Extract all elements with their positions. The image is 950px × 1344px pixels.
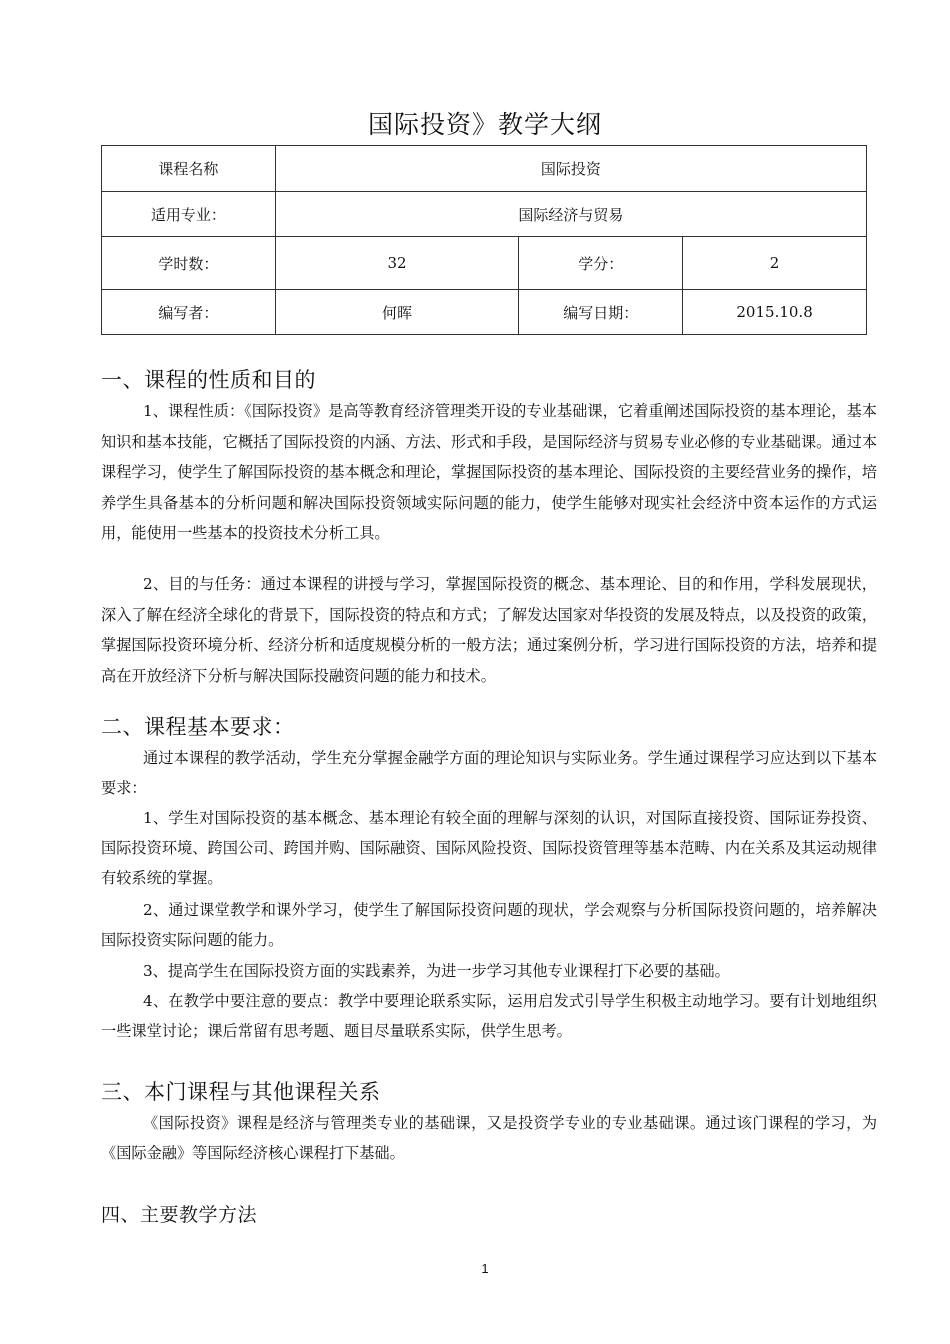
section2-item1: 1、学生对国际投资的基本概念、基本理论有较全面的理解与深刻的认识，对国际直接投资、国际证券投资、国际投资环境、跨国公司、跨国并购、国际融资、国际风险投资、国际投资管理等基本范畴、内在关系及其运动规律有较系统的掌握。 [101,809,877,887]
section2-item2: 2、通过课堂教学和课外学习，使学生了解国际投资问题的现状，学会观察与分析国际投资问题的，培养解决国际投资实际问题的能力。 [101,901,877,949]
section3-para: 《国际投资》课程是经济与管理类专业的基础课，又是投资学专业的专业基础课。通过该门课程的学习，为《国际金融》等国际经济核心课程打下基础。 [101,1114,877,1162]
course-name-label: 课程名称 [102,146,276,192]
author-label: 编写者： [102,290,276,335]
page-number: 1 [481,1261,489,1276]
course-name-value: 国际投资 [275,146,866,192]
section2-intro: 通过本课程的教学活动，学生充分掌握金融学方面的理论知识与实际业务。学生通过课程学习应达到以下基本要求： [101,749,877,797]
document-title: 国际投资》教学大纲 [367,110,602,139]
section1-para1: 1、课程性质：《国际投资》是高等教育经济管理类开设的专业基础课，它着重阐述国际投资的基本理论，基本知识和基本技能，它概括了国际投资的内涵、方法、形式和手段，是国际经济与贸易专业必修的专业基础课。通过本课程学习，使学生了解国际投资的基本概念和理论，掌握国际投资的基本理论、国际投资的主要经营业务的操作，培养学生具备基本的分析问题和解决国际投资领域实际问题的能力，使学生能够对现实社会经济中资本运作的方式运用，能使用一些基本的投资技术分析工具。 [101,402,877,542]
date-value: 2015.10.8 [683,290,867,335]
section1-heading: 一、课程的性质和目的 [101,368,316,392]
author-value: 何晖 [275,290,519,335]
section3-heading: 三、本门课程与其他课程关系 [101,1080,381,1104]
section1-para2: 2、目的与任务：通过本课程的讲授与学习，掌握国际投资的概念、基本理论、目的和作用，学科发展现状，深入了解在经济全球化的背景下，国际投资的特点和方式；了解发达国家对华投资的发展及特点，以及投资的政策，掌握国际投资环境分析、经济分析和适度规模分析的一般方法；通过案例分析，学习进行国际投资的方法，培养和提高在开放经济下分析与解决国际投融资问题的能力和技术。 [101,575,877,685]
major-label: 适用专业： [102,192,276,237]
major-value: 国际经济与贸易 [275,192,866,237]
section4-heading: 四、主要教学方法 [101,1204,258,1226]
section2-heading: 二、课程基本要求： [101,715,295,739]
credits-label: 学分： [519,237,683,290]
hours-value: 32 [275,237,519,290]
course-info-table [101,145,867,335]
hours-label: 学时数： [102,237,276,290]
section2-item3: 3、提高学生在国际投资方面的实践素养，为进一步学习其他专业课程打下必要的基础。 [143,962,730,980]
date-label: 编写日期： [519,290,683,335]
credits-value: 2 [683,237,867,290]
section2-item4: 4、在教学中要注意的要点：教学中要理论联系实际，运用启发式引导学生积极主动地学习。要有计划地组织一些课堂讨论；课后常留有思考题、题目尽量联系实际，供学生思考。 [101,992,877,1040]
